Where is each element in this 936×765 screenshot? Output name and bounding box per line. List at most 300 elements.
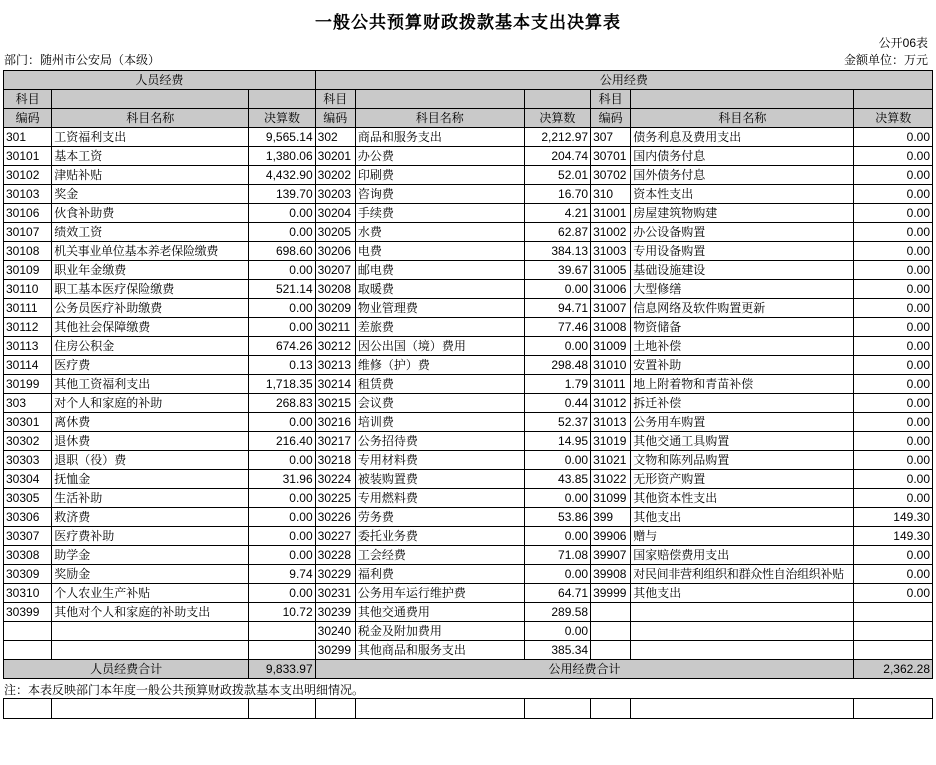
personnel-total-value: 9,833.97 [249,660,315,679]
subject-code: 30308 [4,546,52,565]
public-number: 公开06表 [878,36,928,50]
subject-name: 其他社会保障缴费 [52,318,249,337]
col-final-3b: 决算数 [854,109,933,128]
subject-amount: 10.72 [249,603,315,622]
subject-name: 土地补偿 [631,337,854,356]
subject-code: 30216 [315,413,355,432]
subject-code: 30209 [315,299,355,318]
subject-amount: 0.00 [854,394,933,413]
subject-code: 31005 [591,261,631,280]
subject-code: 30227 [315,527,355,546]
footer-grid [3,698,933,719]
subject-amount: 0.00 [854,242,933,261]
subject-amount: 0.00 [249,489,315,508]
subject-name: 伙食补助费 [52,204,249,223]
subject-amount: 289.58 [524,603,590,622]
subject-amount: 0.00 [249,223,315,242]
subject-code: 301 [4,128,52,147]
subject-code: 399 [591,508,631,527]
footer-cell [524,699,590,719]
subject-name: 商品和服务支出 [355,128,524,147]
subject-amount: 0.00 [524,451,590,470]
subject-name: 其他支出 [631,584,854,603]
table-row [4,527,933,546]
subject-amount: 0.00 [524,565,590,584]
subject-code: 30702 [591,166,631,185]
subject-amount: 0.00 [854,546,933,565]
table-row [4,242,933,261]
subject-amount: 0.00 [249,546,315,565]
subject-name: 国外债务付息 [631,166,854,185]
subject-code: 30303 [4,451,52,470]
subject-amount: 0.00 [249,527,315,546]
personnel-total-label: 人员经费合计 [4,660,249,679]
subject-code: 30302 [4,432,52,451]
subject-name: 助学金 [52,546,249,565]
subject-code: 30399 [4,603,52,622]
subject-name: 会议费 [355,394,524,413]
subject-name: 基础设施建设 [631,261,854,280]
subject-amount: 9.74 [249,565,315,584]
subject-name: 离休费 [52,413,249,432]
subject-amount: 43.85 [524,470,590,489]
subject-amount: 53.86 [524,508,590,527]
subject-amount: 31.96 [249,470,315,489]
col-code-1b: 编码 [4,109,52,128]
subject-amount: 0.00 [854,185,933,204]
subject-code: 31002 [591,223,631,242]
subject-amount: 4.21 [524,204,590,223]
subject-code: 39906 [591,527,631,546]
subject-code: 30113 [4,337,52,356]
department-label: 部门：随州市公安局（本级） [4,53,161,67]
footer-cell [854,699,933,719]
subject-code: 30203 [315,185,355,204]
subject-amount: 39.67 [524,261,590,280]
subject-code: 30110 [4,280,52,299]
subject-code: 31003 [591,242,631,261]
subject-name: 其他工资福利支出 [52,375,249,394]
subject-amount: 14.95 [524,432,590,451]
subject-code [591,641,631,660]
subject-name: 医疗费 [52,356,249,375]
subject-amount: 94.71 [524,299,590,318]
subject-code: 30304 [4,470,52,489]
subject-amount: 71.08 [524,546,590,565]
subject-code: 30199 [4,375,52,394]
subject-amount: 0.13 [249,356,315,375]
table-row [4,489,933,508]
subject-amount: 0.00 [854,147,933,166]
table-note: 注：本表反映部门本年度一般公共预算财政拨款基本支出明细情况。 [4,683,365,697]
subject-name: 委托业务费 [355,527,524,546]
subject-code: 31019 [591,432,631,451]
subject-amount: 0.00 [249,204,315,223]
subject-name: 公务用车购置 [631,413,854,432]
subject-code: 30215 [315,394,355,413]
table-row [4,470,933,489]
subject-amount: 0.00 [854,489,933,508]
subject-code: 30214 [315,375,355,394]
subject-name: 个人农业生产补贴 [52,584,249,603]
subject-amount [854,603,933,622]
public-total-value: 2,362.28 [854,660,933,679]
col-name-2b: 科目名称 [355,109,524,128]
subject-amount: 0.00 [249,413,315,432]
subject-code [591,603,631,622]
subject-amount: 64.71 [524,584,590,603]
budget-table [3,70,933,679]
subject-amount: 0.00 [854,261,933,280]
subject-code: 30202 [315,166,355,185]
subject-amount: 0.00 [854,337,933,356]
subject-code: 30309 [4,565,52,584]
subject-name: 办公设备购置 [631,223,854,242]
table-body [4,71,933,679]
subject-name: 基本工资 [52,147,249,166]
subject-code: 30201 [315,147,355,166]
subject-amount: 0.00 [854,375,933,394]
table-row [4,394,933,413]
subject-name: 其他支出 [631,508,854,527]
subject-name: 津贴补贴 [52,166,249,185]
subject-code [4,622,52,641]
subject-amount: 149.30 [854,527,933,546]
col-name-3b: 科目名称 [631,109,854,128]
subject-code: 31001 [591,204,631,223]
group-personnel: 人员经费 [4,71,316,90]
subject-amount: 0.00 [854,413,933,432]
subject-code [4,641,52,660]
subject-name: 医疗费补助 [52,527,249,546]
subject-amount: 204.74 [524,147,590,166]
table-row [4,584,933,603]
subject-amount: 9,565.14 [249,128,315,147]
subject-name: 救济费 [52,508,249,527]
subject-name: 租赁费 [355,375,524,394]
subject-name: 职工基本医疗保险缴费 [52,280,249,299]
subject-name: 国家赔偿费用支出 [631,546,854,565]
subject-name: 职业年金缴费 [52,261,249,280]
subject-code: 30306 [4,508,52,527]
footer-cell [631,699,854,719]
subject-name: 退职（役）费 [52,451,249,470]
table-row [4,147,933,166]
subject-name: 赠与 [631,527,854,546]
subject-amount: 1,718.35 [249,375,315,394]
table-row [4,166,933,185]
subject-amount [249,622,315,641]
subject-name: 维修（护）费 [355,356,524,375]
subject-name: 电费 [355,242,524,261]
subject-name: 对个人和家庭的补助 [52,394,249,413]
subject-name: 无形资产购置 [631,470,854,489]
subject-name: 咨询费 [355,185,524,204]
footer-cell [315,699,355,719]
subject-amount: 62.87 [524,223,590,242]
subject-code: 30217 [315,432,355,451]
subject-amount: 0.00 [524,622,590,641]
subject-name: 专用燃料费 [355,489,524,508]
subject-amount: 216.40 [249,432,315,451]
subject-code: 30225 [315,489,355,508]
subject-code: 30310 [4,584,52,603]
col-final-3 [854,90,933,109]
subject-name: 其他交通工具购置 [631,432,854,451]
subject-amount: 0.00 [854,565,933,584]
subject-name: 退休费 [52,432,249,451]
subject-name: 培训费 [355,413,524,432]
subject-code: 30111 [4,299,52,318]
footer-cell [249,699,315,719]
table-row [4,432,933,451]
subject-name: 公务招待费 [355,432,524,451]
subject-name: 抚恤金 [52,470,249,489]
subject-code: 31022 [591,470,631,489]
table-row [4,622,933,641]
table-row [4,603,933,622]
table-row [4,641,933,660]
subject-name: 地上附着物和青苗补偿 [631,375,854,394]
subject-amount: 0.00 [854,432,933,451]
subject-amount: 4,432.90 [249,166,315,185]
footer-cell [591,699,631,719]
subject-name [631,622,854,641]
subject-name: 专用材料费 [355,451,524,470]
subject-code: 303 [4,394,52,413]
subject-name [52,641,249,660]
subject-name: 奖金 [52,185,249,204]
table-row [4,280,933,299]
subject-name: 生活补助 [52,489,249,508]
footer-grid-row [4,699,933,719]
subject-code: 310 [591,185,631,204]
subject-amount: 0.00 [854,280,933,299]
subject-name: 办公费 [355,147,524,166]
subject-code: 30240 [315,622,355,641]
subject-amount: 2,212.97 [524,128,590,147]
subject-name: 信息网络及软件购置更新 [631,299,854,318]
footer-cell [355,699,524,719]
table-row [4,565,933,584]
subject-code: 31021 [591,451,631,470]
col-name-2 [355,90,524,109]
subject-code: 30102 [4,166,52,185]
subject-name: 因公出国（境）费用 [355,337,524,356]
subject-name: 债务利息及费用支出 [631,128,854,147]
table-row [4,204,933,223]
subject-code: 30224 [315,470,355,489]
col-name-1 [52,90,249,109]
subject-amount: 698.60 [249,242,315,261]
subject-amount: 0.00 [854,584,933,603]
subject-code: 30228 [315,546,355,565]
subject-amount [249,641,315,660]
subject-amount: 77.46 [524,318,590,337]
subject-name: 住房公积金 [52,337,249,356]
amount-unit-label: 金额单位：万元 [843,53,928,67]
subject-name: 专用设备购置 [631,242,854,261]
subject-code: 30204 [315,204,355,223]
subject-code: 30305 [4,489,52,508]
subject-code: 30109 [4,261,52,280]
col-code-1: 科目 [4,90,52,109]
table-row [4,337,933,356]
table-row [4,508,933,527]
subject-amount: 385.34 [524,641,590,660]
table-row [4,223,933,242]
subject-name [631,641,854,660]
subject-amount: 0.00 [854,299,933,318]
subject-amount [854,622,933,641]
table-row [4,375,933,394]
subject-name: 税金及附加费用 [355,622,524,641]
subject-amount: 0.00 [249,584,315,603]
subject-code: 30299 [315,641,355,660]
subject-amount: 0.00 [524,489,590,508]
subject-name: 安置补助 [631,356,854,375]
subject-name: 福利费 [355,565,524,584]
table-row [4,546,933,565]
col-code-3b: 编码 [591,109,631,128]
subject-code: 31009 [591,337,631,356]
subject-code: 30207 [315,261,355,280]
subject-code: 30226 [315,508,355,527]
subject-amount: 0.00 [854,356,933,375]
subject-code: 30239 [315,603,355,622]
col-code-2: 科目 [315,90,355,109]
subject-name: 被装购置费 [355,470,524,489]
subject-code: 39908 [591,565,631,584]
subject-amount: 0.00 [854,223,933,242]
subject-name: 其他资本性支出 [631,489,854,508]
subject-code: 30301 [4,413,52,432]
subject-name: 绩效工资 [52,223,249,242]
subject-amount: 0.00 [854,318,933,337]
subject-code: 30213 [315,356,355,375]
table-row [4,128,933,147]
subject-code: 31006 [591,280,631,299]
footer-cell [4,699,52,719]
subject-name: 文物和陈列品购置 [631,451,854,470]
table-row [4,299,933,318]
group-public: 公用经费 [315,71,932,90]
table-row [4,451,933,470]
subject-code: 30205 [315,223,355,242]
subject-code: 30103 [4,185,52,204]
subject-name: 房屋建筑物购建 [631,204,854,223]
subject-amount: 0.00 [249,508,315,527]
subject-code: 30231 [315,584,355,603]
meta-row [0,52,936,70]
subject-amount: 149.30 [854,508,933,527]
totals-row [4,660,933,679]
subject-amount: 52.01 [524,166,590,185]
col-name-1b: 科目名称 [52,109,249,128]
subject-code: 39907 [591,546,631,565]
subject-amount: 674.26 [249,337,315,356]
subject-amount: 52.37 [524,413,590,432]
subject-code [591,622,631,641]
subject-name: 公务用车运行维护费 [355,584,524,603]
subject-name: 手续费 [355,204,524,223]
group-header-row [4,71,933,90]
subject-amount: 0.00 [854,204,933,223]
subject-amount: 0.00 [249,318,315,337]
subject-amount [854,641,933,660]
subject-code: 31010 [591,356,631,375]
subject-name: 劳务费 [355,508,524,527]
col-final-1b: 决算数 [249,109,315,128]
subject-name: 印刷费 [355,166,524,185]
footer-cell [52,699,249,719]
public-total-label: 公用经费合计 [315,660,854,679]
subject-name: 其他商品和服务支出 [355,641,524,660]
subject-name: 其他对个人和家庭的补助支出 [52,603,249,622]
subject-code: 30108 [4,242,52,261]
subject-amount: 1,380.06 [249,147,315,166]
col-final-2 [524,90,590,109]
subject-amount: 0.00 [524,280,590,299]
subject-name: 物资储备 [631,318,854,337]
subject-name: 其他交通费用 [355,603,524,622]
subject-amount: 384.13 [524,242,590,261]
subject-amount: 0.00 [249,299,315,318]
subject-amount: 16.70 [524,185,590,204]
subject-name: 邮电费 [355,261,524,280]
subject-name [631,603,854,622]
subject-code: 30212 [315,337,355,356]
subject-name: 资本性支出 [631,185,854,204]
subject-name: 国内债务付息 [631,147,854,166]
subject-code: 30307 [4,527,52,546]
subject-name: 奖励金 [52,565,249,584]
subject-code: 30229 [315,565,355,584]
subject-code: 31012 [591,394,631,413]
subject-amount: 0.00 [854,451,933,470]
table-row [4,413,933,432]
subject-amount: 0.00 [854,128,933,147]
table-row [4,261,933,280]
subject-amount: 0.44 [524,394,590,413]
subject-amount: 0.00 [524,527,590,546]
subject-amount: 0.00 [249,261,315,280]
subject-name: 取暖费 [355,280,524,299]
subject-amount: 298.48 [524,356,590,375]
subject-amount: 0.00 [854,470,933,489]
subject-code: 30211 [315,318,355,337]
subject-code: 30106 [4,204,52,223]
subject-name: 工资福利支出 [52,128,249,147]
subject-amount: 139.70 [249,185,315,204]
table-row [4,318,933,337]
subject-name: 机关事业单位基本养老保险缴费 [52,242,249,261]
column-header-row [4,90,933,109]
subject-code: 31013 [591,413,631,432]
subject-code: 307 [591,128,631,147]
subject-name: 公务员医疗补助缴费 [52,299,249,318]
col-code-3: 科目 [591,90,631,109]
subject-code: 30208 [315,280,355,299]
subject-amount: 268.83 [249,394,315,413]
page-title: 一般公共预算财政拨款基本支出决算表 [315,13,621,32]
subject-code: 31099 [591,489,631,508]
col-final-2b: 决算数 [524,109,590,128]
subject-code: 30701 [591,147,631,166]
subject-name: 差旅费 [355,318,524,337]
subject-code: 30107 [4,223,52,242]
subject-code: 31011 [591,375,631,394]
